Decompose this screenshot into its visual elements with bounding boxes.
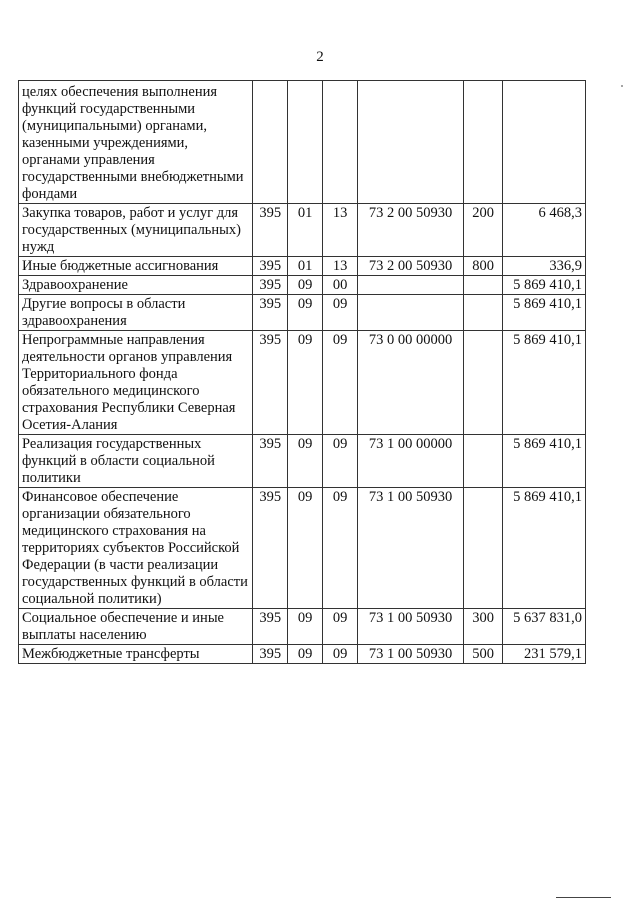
target-article-code: 73 1 00 50930 xyxy=(358,488,464,609)
admin-code: 395 xyxy=(253,331,288,435)
subsection-code: 09 xyxy=(323,645,358,664)
admin-code: 395 xyxy=(253,257,288,276)
expense-type-code: 500 xyxy=(464,645,503,664)
target-article-code: 73 2 00 50930 xyxy=(358,204,464,257)
scan-speck xyxy=(621,85,623,87)
amount: 5 869 410,1 xyxy=(503,295,586,331)
subsection-code: 13 xyxy=(323,204,358,257)
table-row xyxy=(19,331,586,435)
row-name: Межбюджетные трансферты xyxy=(19,645,253,664)
target-article-code xyxy=(358,276,464,295)
section-code: 09 xyxy=(288,488,323,609)
table-row xyxy=(19,81,586,204)
admin-code: 395 xyxy=(253,645,288,664)
expense-type-code xyxy=(464,331,503,435)
row-name: Другие вопросы в области здравоохранения xyxy=(19,295,253,331)
table-row xyxy=(19,257,586,276)
amount: 336,9 xyxy=(503,257,586,276)
target-article-code: 73 1 00 00000 xyxy=(358,435,464,488)
subsection-code: 09 xyxy=(323,435,358,488)
row-name: Реализация государственных функций в области социальной политики xyxy=(19,435,253,488)
subsection-code: 09 xyxy=(323,295,358,331)
row-name: Социальное обеспечение и иные выплаты населению xyxy=(19,609,253,645)
amount xyxy=(503,81,586,204)
section-code: 09 xyxy=(288,295,323,331)
admin-code: 395 xyxy=(253,488,288,609)
admin-code: 395 xyxy=(253,435,288,488)
expense-type-code xyxy=(464,488,503,609)
budget-table xyxy=(18,80,586,664)
amount: 5 869 410,1 xyxy=(503,331,586,435)
table-row xyxy=(19,435,586,488)
bottom-rule xyxy=(556,897,611,898)
page-number: 2 xyxy=(316,49,324,65)
table-row xyxy=(19,276,586,295)
section-code: 09 xyxy=(288,609,323,645)
row-name: Иные бюджетные ассигнования xyxy=(19,257,253,276)
subsection-code: 09 xyxy=(323,331,358,435)
admin-code: 395 xyxy=(253,276,288,295)
subsection-code: 09 xyxy=(323,609,358,645)
amount: 5 869 410,1 xyxy=(503,488,586,609)
target-article-code: 73 0 00 00000 xyxy=(358,331,464,435)
row-name: Непрограммные направления деятельности органов управления Территориального фонда обязательного медицинского страхования Республики Северная Осетия-Алания xyxy=(19,331,253,435)
section-code: 09 xyxy=(288,645,323,664)
expense-type-code: 800 xyxy=(464,257,503,276)
expense-type-code xyxy=(464,81,503,204)
amount: 5 637 831,0 xyxy=(503,609,586,645)
expense-type-code xyxy=(464,435,503,488)
row-name: Финансовое обеспечение организации обязательного медицинского страхования на территориях субъектов Российской Федерации (в части реализации государственных функций в области социальной политики) xyxy=(19,488,253,609)
section-code: 09 xyxy=(288,435,323,488)
amount: 5 869 410,1 xyxy=(503,435,586,488)
table-row xyxy=(19,295,586,331)
target-article-code: 73 1 00 50930 xyxy=(358,645,464,664)
row-name: Здравоохранение xyxy=(19,276,253,295)
amount: 6 468,3 xyxy=(503,204,586,257)
table-row xyxy=(19,609,586,645)
subsection-code xyxy=(323,81,358,204)
admin-code: 395 xyxy=(253,295,288,331)
amount: 5 869 410,1 xyxy=(503,276,586,295)
row-name: целях обеспечения выполнения функций государственными (муниципальными) органами, казенными учреждениями, органами управления государственными внебюджетными фондами xyxy=(19,81,253,204)
section-code: 09 xyxy=(288,331,323,435)
expense-type-code xyxy=(464,276,503,295)
table-row xyxy=(19,488,586,609)
admin-code xyxy=(253,81,288,204)
target-article-code xyxy=(358,295,464,331)
section-code xyxy=(288,81,323,204)
subsection-code: 13 xyxy=(323,257,358,276)
subsection-code: 09 xyxy=(323,488,358,609)
section-code: 01 xyxy=(288,257,323,276)
expense-type-code: 200 xyxy=(464,204,503,257)
amount: 231 579,1 xyxy=(503,645,586,664)
section-code: 09 xyxy=(288,276,323,295)
target-article-code xyxy=(358,81,464,204)
subsection-code: 00 xyxy=(323,276,358,295)
target-article-code: 73 1 00 50930 xyxy=(358,609,464,645)
admin-code: 395 xyxy=(253,204,288,257)
section-code: 01 xyxy=(288,204,323,257)
table-row xyxy=(19,204,586,257)
target-article-code: 73 2 00 50930 xyxy=(358,257,464,276)
admin-code: 395 xyxy=(253,609,288,645)
row-name: Закупка товаров, работ и услуг для государственных (муниципальных) нужд xyxy=(19,204,253,257)
table-row xyxy=(19,645,586,664)
expense-type-code: 300 xyxy=(464,609,503,645)
expense-type-code xyxy=(464,295,503,331)
